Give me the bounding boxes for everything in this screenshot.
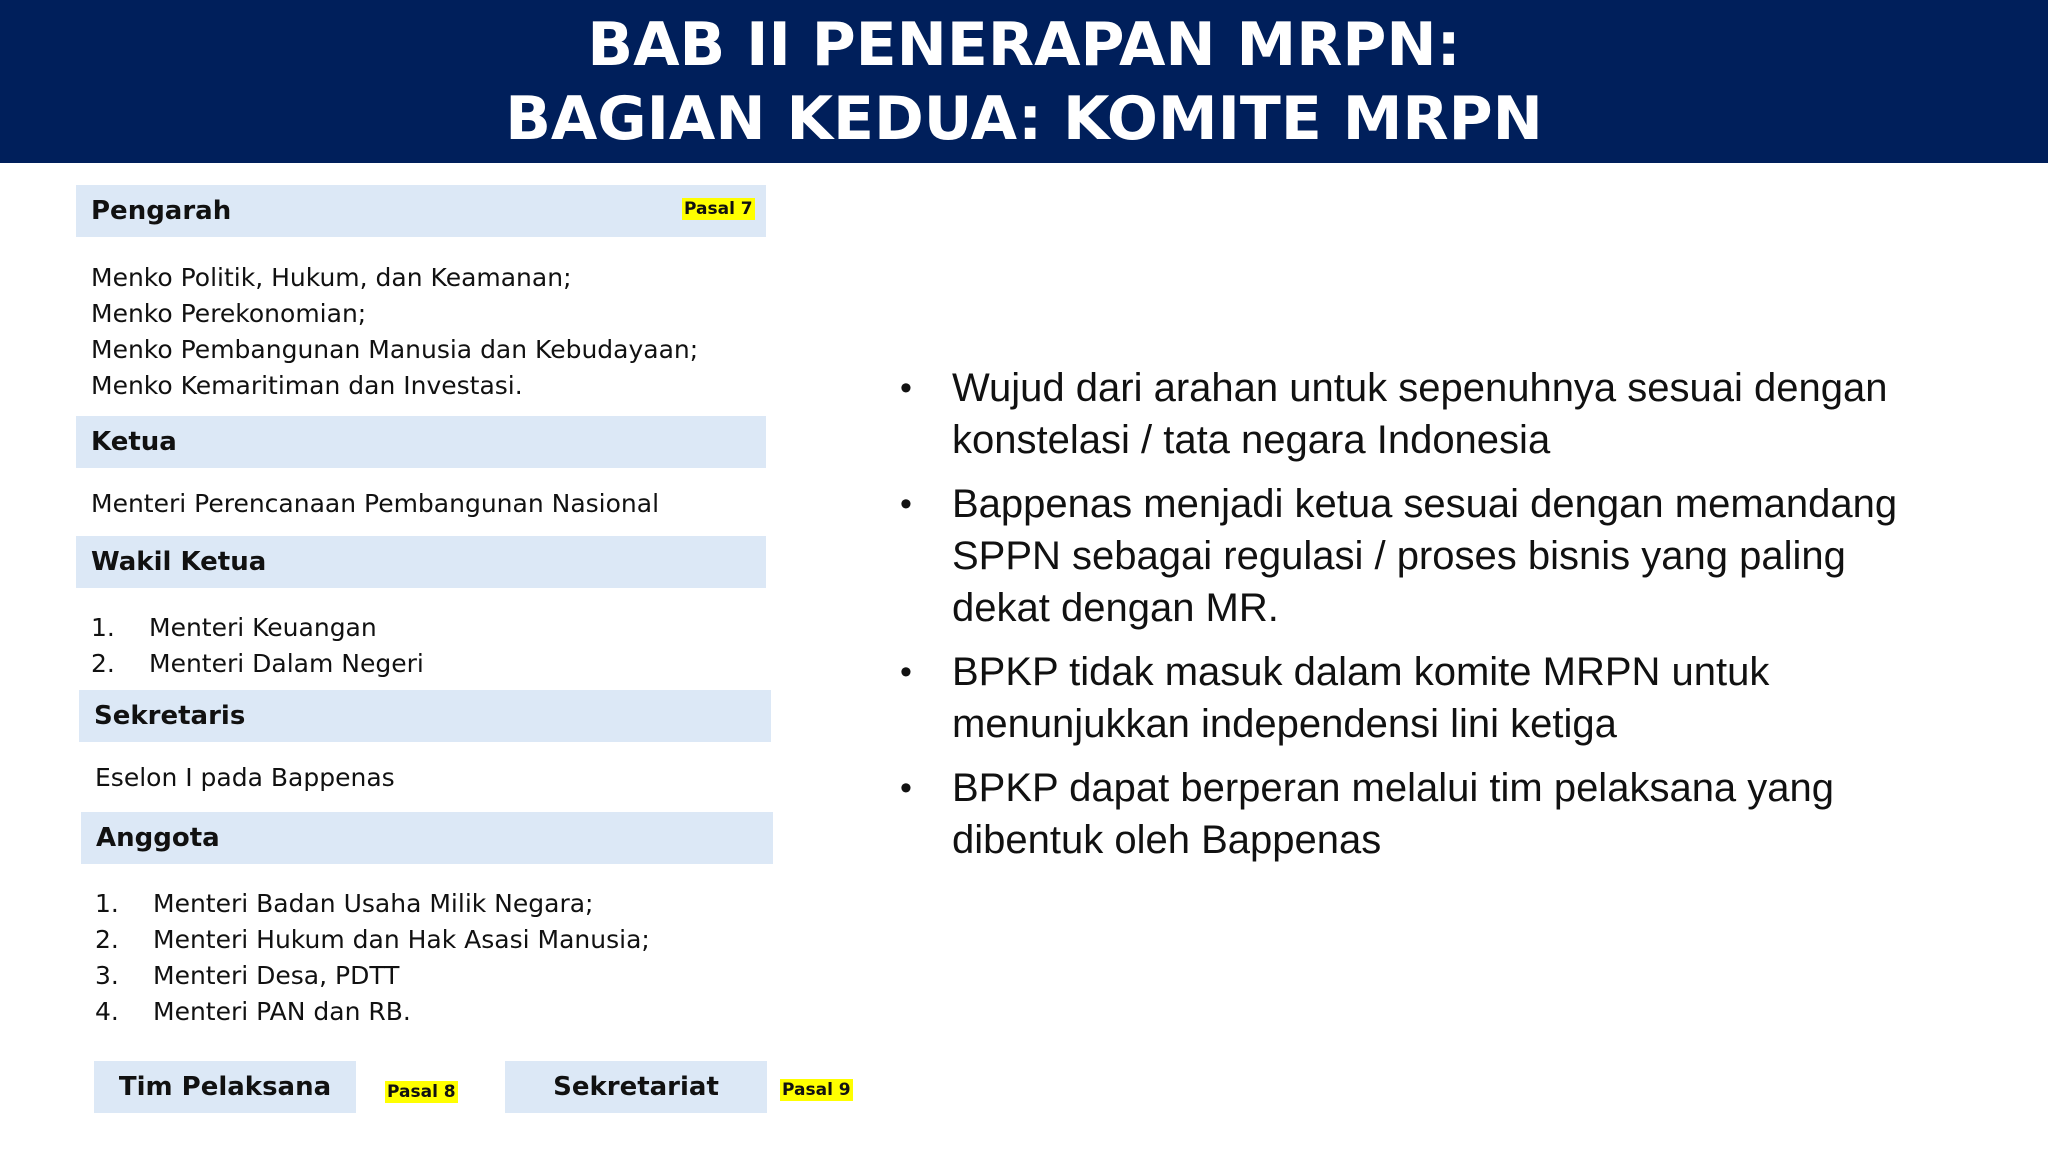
tim-pelaksana-box: Tim Pelaksana: [94, 1061, 356, 1113]
ketua-item: Menteri Perencanaan Pembangunan Nasional: [91, 489, 660, 518]
slide-header: [0, 0, 2048, 163]
sekretaris-list: [95, 760, 395, 796]
pasal8-tag: Pasal 8: [387, 1082, 456, 1102]
anggota-item: 1. Menteri Badan Usaha Milik Negara;: [95, 889, 594, 918]
pengarah-item: Menko Pembangunan Manusia dan Kebudayaan;: [91, 335, 699, 364]
bullet-dot-icon: •: [900, 769, 912, 807]
bullet-item: • BPKP tidak masuk dalam komite MRPN untuk menunjukkan independensi lini ketiga: [900, 646, 1900, 750]
pengarah-item: Menko Kemaritiman dan Investasi.: [91, 371, 523, 400]
slide-title-line2: BAGIAN KEDUA: KOMITE MRPN: [505, 83, 1543, 154]
bullet-item: • Wujud dari arahan untuk sepenuhnya sesuai dengan konstelasi / tata negara Indonesia: [900, 362, 1900, 466]
anggota-item: 4. Menteri PAN dan RB.: [95, 997, 411, 1026]
anggota-list: [95, 886, 650, 1030]
bullet-item: • Bappenas menjadi ketua sesuai dengan memandang SPPN sebagai regulasi / proses bisnis yang paling dekat dengan MR.: [900, 478, 1900, 634]
bullet-dot-icon: •: [900, 485, 912, 523]
bullet-item: • BPKP dapat berperan melalui tim pelaksana yang dibentuk oleh Bappenas: [900, 762, 1900, 866]
pasal7-tag: Pasal 7: [684, 199, 753, 219]
bullet-dot-icon: •: [900, 369, 912, 407]
pengarah-item: Menko Perekonomian;: [91, 299, 367, 328]
sekretaris-item: Eselon I pada Bappenas: [95, 763, 395, 792]
slide-title-line1: BAB II PENERAPAN MRPN:: [587, 9, 1461, 80]
pengarah-list: [91, 260, 698, 404]
ketua-header: [76, 416, 766, 468]
pasal9-tag: Pasal 9: [782, 1080, 851, 1100]
wakil-ketua-item: 2. Menteri Dalam Negeri: [91, 649, 424, 678]
pengarah-header: [76, 185, 766, 237]
sekretariat-box: Sekretariat: [505, 1061, 767, 1113]
bullet-list: [900, 362, 1900, 878]
anggota-item: 2. Menteri Hukum dan Hak Asasi Manusia;: [95, 925, 650, 954]
wakil-ketua-list: [91, 610, 424, 682]
bullet-dot-icon: •: [900, 653, 912, 691]
pengarah-item: Menko Politik, Hukum, dan Keamanan;: [91, 263, 572, 292]
wakil-ketua-header: [76, 536, 766, 588]
ketua-label: Ketua: [91, 427, 177, 457]
anggota-label: Anggota: [96, 823, 220, 853]
wakil-ketua-label: Wakil Ketua: [91, 547, 267, 577]
pengarah-label: Pengarah: [91, 196, 232, 226]
wakil-ketua-item: 1. Menteri Keuangan: [91, 613, 377, 642]
sekretaris-label: Sekretaris: [94, 701, 246, 731]
ketua-list: [91, 486, 659, 522]
sekretaris-header: [79, 690, 771, 742]
anggota-item: 3. Menteri Desa, PDTT: [95, 961, 400, 990]
anggota-header: [81, 812, 773, 864]
